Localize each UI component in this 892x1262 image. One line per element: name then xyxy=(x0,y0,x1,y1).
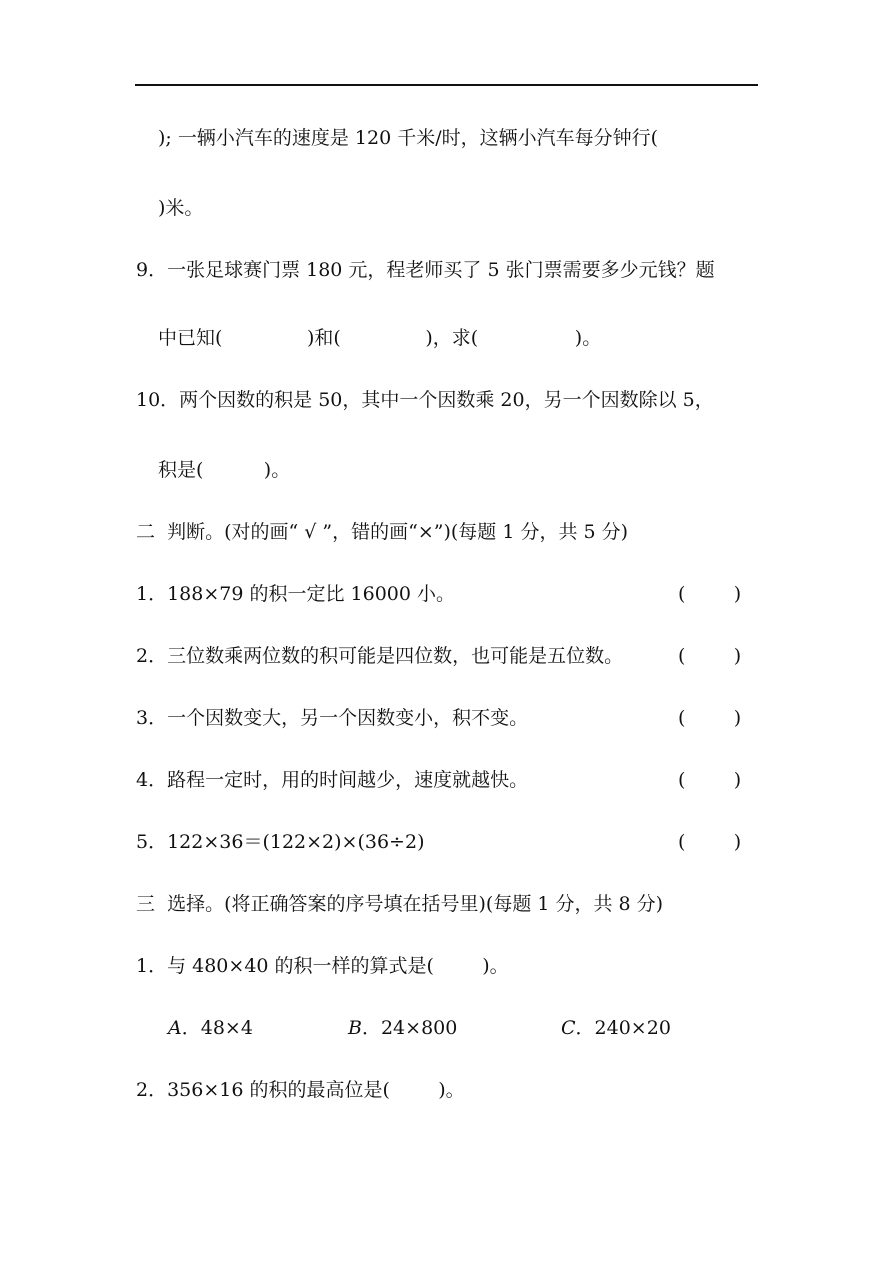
choice-1-option-a xyxy=(168,1016,253,1040)
option-text: ．24×800 xyxy=(361,1017,458,1039)
option-text: ．48×4 xyxy=(181,1017,253,1039)
option-letter: B xyxy=(348,1017,362,1039)
q10-continuation: 积是( )。 xyxy=(158,459,291,481)
choice-question-1: 1．与 480×40 的积一样的算式是( )。 xyxy=(136,955,509,977)
choice-1-option-c xyxy=(561,1016,671,1040)
header-rule xyxy=(135,84,758,86)
judge-answer-4: ( ) xyxy=(678,769,742,791)
judge-answer-1: ( ) xyxy=(678,583,742,605)
q9-text: 9．一张足球赛门票 180 元，程老师买了 5 张门票需要多少元钱？题 xyxy=(136,259,715,281)
q8-end: )米。 xyxy=(158,197,204,219)
q8-continuation: ); 一辆小汽车的速度是 120 千米/时，这辆小汽车每分钟行( xyxy=(158,127,659,149)
judge-answer-3: ( ) xyxy=(678,707,742,729)
judge-item-4: 4．路程一定时，用的时间越少，速度就越快。 xyxy=(136,769,529,791)
q9-continuation: 中已知( )和( )，求( )。 xyxy=(158,327,602,349)
section-choice-heading: 三 选择。(将正确答案的序号填在括号里)(每题 1 分，共 8 分) xyxy=(136,893,664,915)
option-letter: A xyxy=(168,1017,182,1039)
option-text: ．240×20 xyxy=(575,1017,671,1039)
choice-1-option-b xyxy=(348,1016,457,1040)
judge-item-1: 1．188×79 的积一定比 16000 小。 xyxy=(136,583,456,605)
judge-answer-5: ( ) xyxy=(678,831,742,853)
choice-question-2: 2．356×16 的积的最高位是( )。 xyxy=(136,1079,465,1101)
judge-item-2: 2．三位数乘两位数的积可能是四位数，也可能是五位数。 xyxy=(136,645,624,667)
q10-text: 10．两个因数的积是 50，其中一个因数乘 20，另一个因数除以 5， xyxy=(136,389,714,411)
option-letter: C xyxy=(561,1017,576,1039)
judge-item-3: 3．一个因数变大，另一个因数变小，积不变。 xyxy=(136,707,529,729)
section-judge-heading: 二 判断。(对的画“ √ ”，错的画“×”)(每题 1 分，共 5 分) xyxy=(136,521,629,543)
judge-answer-2: ( ) xyxy=(678,645,742,667)
judge-item-5: 5．122×36＝(122×2)×(36÷2) xyxy=(136,831,425,853)
